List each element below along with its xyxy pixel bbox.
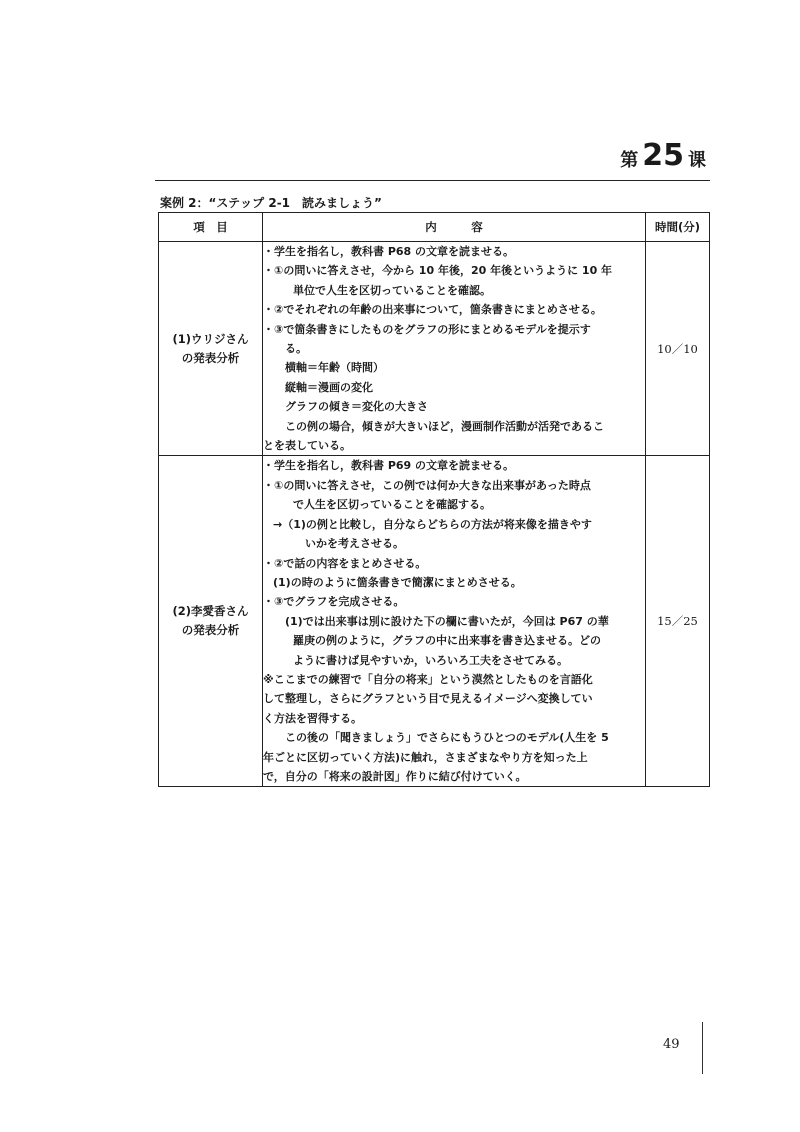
header-rule [155, 180, 710, 181]
content-line: で，自分の「将来の設計図」作りに結び付けていく。 [263, 769, 527, 783]
content-line: ※ここまでの練習で「自分の将来」という漠然としたものを言語化 [263, 672, 593, 686]
content-line: 羅庚の例のように，グラフの中に出来事を書き込ませる。どの [293, 634, 601, 648]
content-line: (1)では出来事は別に設けた下の欄に書いたが，今回は P67 の華 [285, 614, 609, 628]
content-line: ように書けば見やすいか，いろいろ工夫をさせてみる。 [293, 653, 568, 667]
content-line: る。 [285, 342, 307, 356]
content-line: ・①の問いに答えさせ，今から 10 年後，20 年後というように 10 年 [263, 264, 613, 278]
row-time: 10／10 [646, 242, 710, 456]
lesson-number: 25 [642, 138, 684, 173]
content-line: ・③で箇条書きにしたものをグラフの形にまとめるモデルを提示す [263, 322, 591, 336]
page-number: 49 [663, 1037, 680, 1052]
content-line: とを表している。 [263, 439, 351, 453]
row-content [263, 456, 646, 787]
item-label-line: (1)ウリジさん [172, 331, 249, 346]
content-line: この後の「聞きましょう」でさらにもうひとつのモデル(人生を 5 [285, 731, 609, 745]
content-line: 縦軸＝漫画の変化 [285, 380, 373, 394]
content-line: ・②で話の内容をまとめさせる。 [263, 556, 427, 570]
header-item: 項 目 [159, 213, 263, 242]
content-line: ・③でグラフを完成させる。 [263, 595, 405, 609]
page-number-rule [702, 1022, 703, 1074]
item-label-line: (2)李愛香さん [172, 604, 249, 619]
row-content [263, 242, 646, 456]
row-item [159, 456, 263, 787]
content-line: 横軸＝年齢（時間） [285, 361, 384, 375]
item-label-line: の発表分析 [181, 350, 240, 365]
header-content: 内 容 [263, 213, 646, 242]
item-label-line: の発表分析 [181, 623, 240, 638]
table-row [159, 242, 710, 456]
content-line: ・学生を指名し，教科書 P68 の文章を読ませる。 [263, 245, 515, 258]
table-header-row [159, 213, 710, 242]
content-line: この例の場合，傾きが大きいほど，漫画制作活動が活発であるこ [285, 419, 604, 433]
content-line: →（1)の例と比較し，自分ならどちらの方法が将来像を描きやす [273, 517, 592, 531]
lesson-title [620, 140, 706, 172]
content-line: ・②でそれぞれの年齢の出来事について，箇条書きにまとめさせる。 [263, 303, 602, 317]
content-line: 単位で人生を区切っていることを確認。 [293, 283, 491, 297]
table-row [159, 456, 710, 787]
case-title: 案例 2：“ステップ 2-1 読みましょう” [160, 196, 382, 210]
content-line: で人生を区切っていることを確認する。 [293, 498, 491, 512]
content-line: く方法を習得する。 [263, 711, 362, 725]
content-line: グラフの傾き＝変化の大きさ [285, 400, 428, 414]
row-item [159, 242, 263, 456]
content-line: して整理し，さらにグラフという目で見えるイメージへ変換してい [263, 692, 593, 706]
lesson-prefix: 第 [620, 150, 639, 171]
header-time: 時間(分) [646, 213, 710, 242]
content-line: (1)の時のように箇条書きで簡潔にまとめさせる。 [273, 575, 522, 589]
content-line: ・学生を指名し，教科書 P69 の文章を読ませる。 [263, 459, 515, 473]
lesson-plan-table [158, 212, 710, 787]
content-line: いかを考えさせる。 [305, 537, 404, 551]
lesson-suffix: 课 [688, 150, 706, 171]
content-line: 年ごとに区切っていく方法)に触れ，さまざまなやり方を知った上 [263, 750, 588, 764]
content-line: ・①の問いに答えさせ，この例では何か大きな出来事があった時点 [263, 478, 591, 492]
row-time: 15／25 [646, 456, 710, 787]
